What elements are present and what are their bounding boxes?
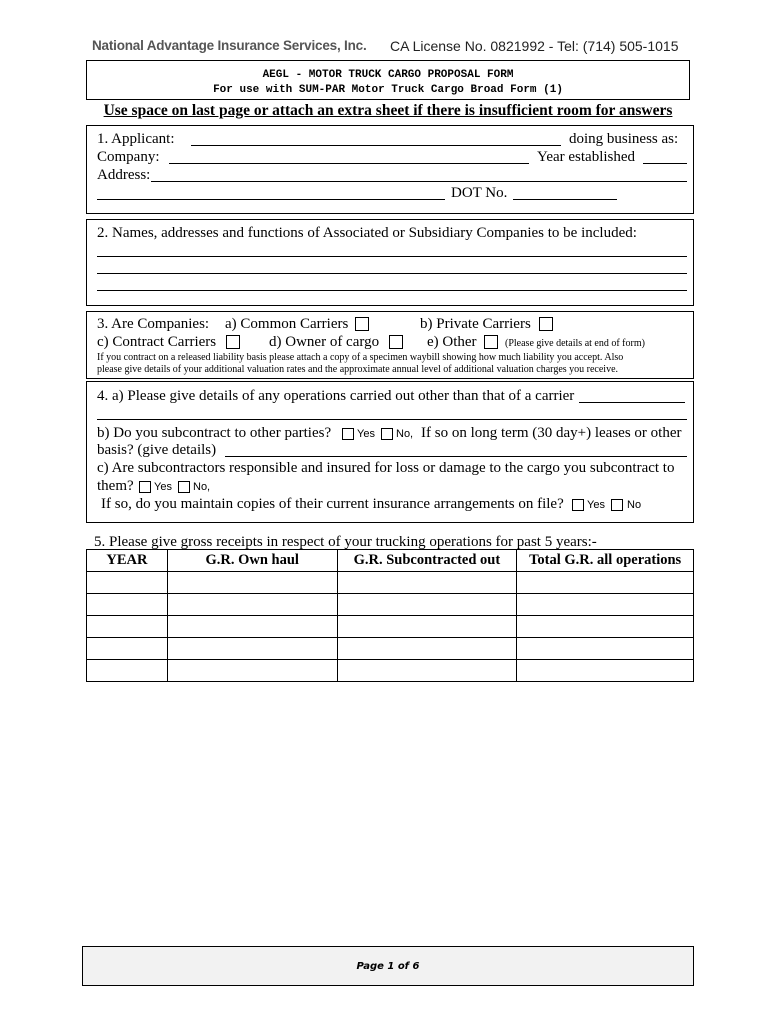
associated-companies-line-3[interactable] — [97, 290, 687, 291]
table-row — [87, 660, 694, 682]
subcontractor-no-label: No, — [193, 481, 211, 493]
year-established-label: Year established — [537, 149, 636, 165]
page-header — [92, 38, 692, 58]
col-subcontracted: G.R. Subcontracted out — [337, 550, 517, 572]
other-note: (Please give details at end of form) — [505, 338, 645, 349]
cell-total[interactable] — [517, 572, 694, 594]
other-label: e) Other — [427, 334, 477, 350]
table-row — [87, 616, 694, 638]
cell-year[interactable] — [87, 660, 168, 682]
cell-own-haul[interactable] — [167, 660, 337, 682]
associated-companies-line-1[interactable] — [97, 256, 687, 257]
other-operations-line-2[interactable] — [97, 419, 687, 420]
subcontract-yes-checkbox[interactable] — [342, 428, 354, 440]
company-field[interactable] — [169, 163, 529, 164]
company-label: Company: — [97, 149, 160, 165]
subcontract-lease-question: If so on long term (30 day+) leases or other — [421, 425, 682, 441]
cell-own-haul[interactable] — [167, 594, 337, 616]
common-carriers-label: a) Common Carriers — [225, 316, 349, 332]
subcontractor-yes-label: Yes — [154, 481, 172, 493]
cell-year[interactable] — [87, 638, 168, 660]
subcontract-basis-field[interactable] — [225, 456, 687, 457]
applicant-label: 1. Applicant: — [97, 131, 175, 147]
subcontractor-yes-checkbox[interactable] — [139, 481, 151, 493]
year-established-field[interactable] — [643, 163, 687, 164]
insurance-copies-no-checkbox[interactable] — [611, 499, 623, 511]
cell-own-haul[interactable] — [167, 638, 337, 660]
table-row — [87, 638, 694, 660]
owner-cargo-label: d) Owner of cargo — [269, 334, 380, 350]
section-operations — [86, 381, 694, 523]
dba-label: doing business as: — [569, 131, 679, 147]
cell-year[interactable] — [87, 594, 168, 616]
contract-carriers-checkbox[interactable] — [226, 335, 240, 349]
subcontractor-insured-question: c) Are subcontractors responsible and insured for loss or damage to the cargo you subcontract to — [97, 460, 675, 476]
cell-own-haul[interactable] — [167, 616, 337, 638]
cell-subcontracted[interactable] — [337, 594, 517, 616]
subcontract-yes-label: Yes — [357, 428, 375, 440]
col-year: YEAR — [87, 550, 168, 572]
company-type-question: 3. Are Companies: — [97, 316, 210, 332]
associated-companies-question: 2. Names, addresses and functions of Associated or Subsidiary Companies to be included: — [97, 225, 637, 241]
form-title: AEGL - MOTOR TRUCK CARGO PROPOSAL FORM — [262, 69, 514, 81]
subcontract-no-checkbox[interactable] — [381, 428, 393, 440]
applicant-field[interactable] — [191, 145, 561, 146]
subcontract-no-label: No, — [396, 428, 414, 440]
associated-companies-line-2[interactable] — [97, 273, 687, 274]
col-total: Total G.R. all operations — [517, 550, 694, 572]
table-row — [87, 572, 694, 594]
insurance-copies-yes-checkbox[interactable] — [572, 499, 584, 511]
cell-year[interactable] — [87, 572, 168, 594]
subcontractor-no-checkbox[interactable] — [178, 481, 190, 493]
cell-year[interactable] — [87, 616, 168, 638]
insurance-copies-question: If so, do you maintain copies of their current insurance arrangements on file? — [101, 496, 564, 512]
gross-receipts-table — [86, 549, 694, 682]
cell-total[interactable] — [517, 616, 694, 638]
cell-subcontracted[interactable] — [337, 660, 517, 682]
form-subtitle: For use with SUM-PAR Motor Truck Cargo Broad Form (1) — [213, 84, 563, 96]
insurance-copies-no-label: No — [627, 499, 642, 511]
space-notice: Use space on last page or attach an extra sheet if there is insufficient room for answers — [103, 102, 673, 119]
other-checkbox[interactable] — [484, 335, 498, 349]
cell-total[interactable] — [517, 594, 694, 616]
cell-own-haul[interactable] — [167, 572, 337, 594]
agency-name: National Advantage Insurance Services, Inc. — [92, 38, 367, 53]
contract-carriers-label: c) Contract Carriers — [97, 334, 217, 350]
released-liability-note-1: If you contract on a released liability basis please attach a copy of a specimen waybill showing how much liability you accept. Also — [97, 352, 624, 363]
cell-total[interactable] — [517, 660, 694, 682]
table-header-row — [87, 550, 694, 572]
other-operations-field[interactable] — [579, 402, 685, 403]
common-carriers-checkbox[interactable] — [355, 317, 369, 331]
cell-total[interactable] — [517, 638, 694, 660]
address-field-1[interactable] — [151, 181, 687, 182]
address-label: Address: — [97, 167, 151, 183]
table-row — [87, 594, 694, 616]
cell-subcontracted[interactable] — [337, 638, 517, 660]
page-number: Page 1 of 6 — [356, 961, 420, 972]
other-operations-question: 4. a) Please give details of any operations carried out other than that of a carrier — [97, 388, 575, 404]
private-carriers-label: b) Private Carriers — [420, 316, 531, 332]
form-title-box — [86, 60, 690, 100]
license-info: CA License No. 0821992 - Tel: (714) 505-1015 — [390, 38, 679, 54]
section-company-type — [86, 311, 694, 379]
section-applicant — [86, 125, 694, 214]
dot-field[interactable] — [513, 199, 617, 200]
insurance-copies-yes-label: Yes — [587, 499, 605, 511]
page-footer — [82, 946, 694, 986]
col-own-haul: G.R. Own haul — [167, 550, 337, 572]
subcontract-question: b) Do you subcontract to other parties? — [97, 425, 332, 441]
released-liability-note-2: please give details of your additional valuation rates and the approximate annual level of additional valuation charges you receive. — [97, 364, 619, 375]
cell-subcontracted[interactable] — [337, 616, 517, 638]
owner-cargo-checkbox[interactable] — [389, 335, 403, 349]
subcontractor-them-label: them? — [97, 478, 134, 494]
section-associated-companies — [86, 219, 694, 306]
cell-subcontracted[interactable] — [337, 572, 517, 594]
address-field-2[interactable] — [97, 199, 445, 200]
private-carriers-checkbox[interactable] — [539, 317, 553, 331]
gross-receipts-question: 5. Please give gross receipts in respect of your trucking operations for past 5 years:- — [94, 534, 597, 550]
dot-label: DOT No. — [451, 185, 508, 201]
subcontract-basis-label: basis? (give details) — [97, 442, 217, 458]
